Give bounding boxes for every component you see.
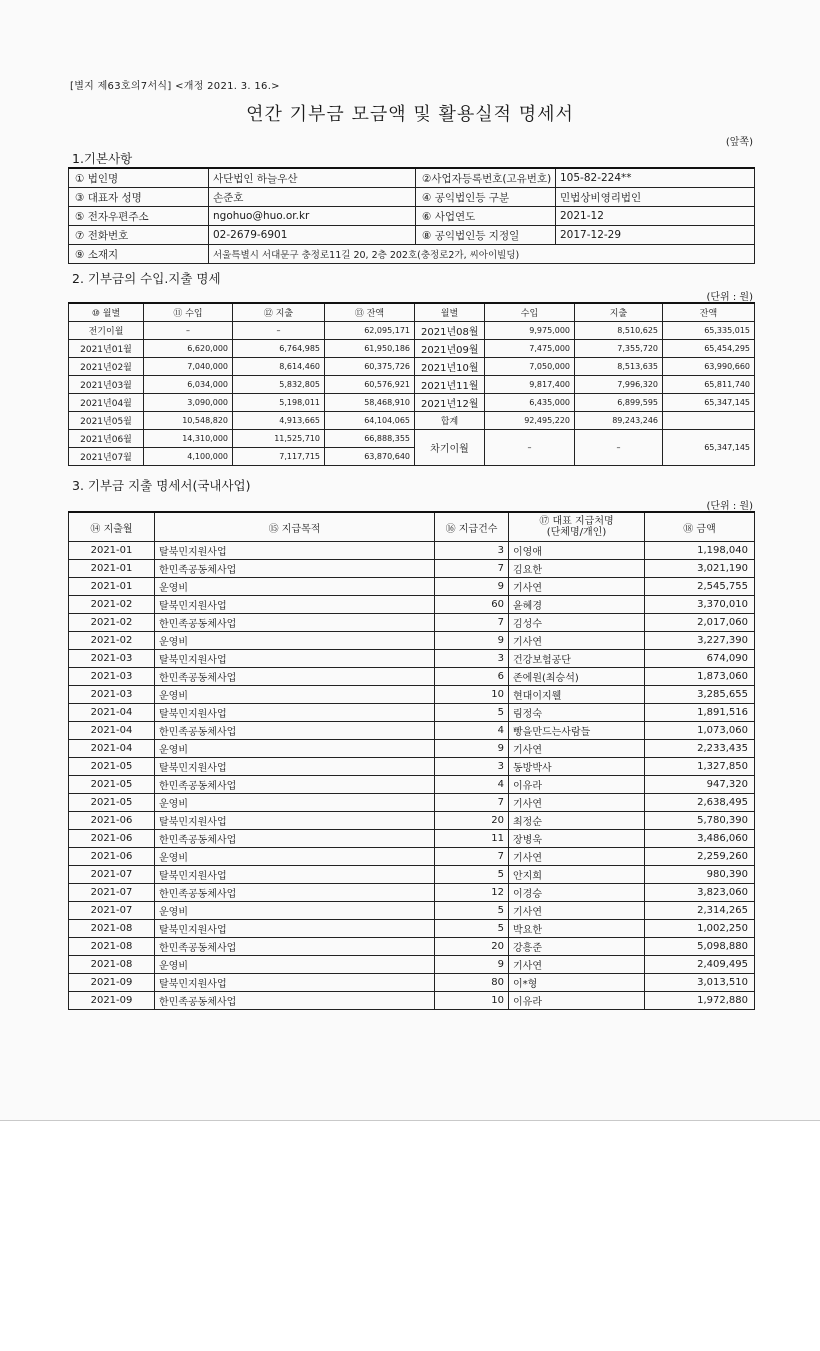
income-cell: 7,040,000 bbox=[144, 358, 233, 376]
table-row bbox=[69, 902, 755, 920]
table-row bbox=[69, 578, 755, 596]
expense-month: 2021-03 bbox=[69, 650, 155, 668]
expense-month: 2021-02 bbox=[69, 632, 155, 650]
expense-count: 3 bbox=[435, 758, 509, 776]
table-row bbox=[69, 740, 755, 758]
expense-amount: 2,545,755 bbox=[645, 578, 755, 596]
balance-cell: 65,811,740 bbox=[663, 376, 755, 394]
income-col-header: 수입 bbox=[485, 303, 575, 322]
basic-field-label: ⑥ 사업연도 bbox=[416, 207, 556, 226]
balance-cell: 63,870,640 bbox=[325, 448, 415, 466]
expense-count: 9 bbox=[435, 956, 509, 974]
income-row bbox=[69, 430, 755, 448]
expense-month: 2021-08 bbox=[69, 938, 155, 956]
expense-count: 60 bbox=[435, 596, 509, 614]
address-row bbox=[69, 245, 755, 264]
basic-field-label: ④ 공익법인등 구분 bbox=[416, 188, 556, 207]
income-row bbox=[69, 322, 755, 340]
expense-purpose: 운영비 bbox=[155, 956, 435, 974]
expense-amount: 3,227,390 bbox=[645, 632, 755, 650]
income-cell: 3,090,000 bbox=[144, 394, 233, 412]
table-row bbox=[69, 830, 755, 848]
expense-month: 2021-06 bbox=[69, 830, 155, 848]
expense-count: 20 bbox=[435, 812, 509, 830]
expense-count: 5 bbox=[435, 866, 509, 884]
expense-cell: 6,899,595 bbox=[575, 394, 663, 412]
expense-month: 2021-05 bbox=[69, 794, 155, 812]
expense-recipient: 안지희 bbox=[509, 866, 645, 884]
page-title: 연간 기부금 모금액 및 활용실적 명세서 bbox=[246, 104, 574, 125]
expense-purpose: 탈북민지원사업 bbox=[155, 866, 435, 884]
income-cell: 7,050,000 bbox=[485, 358, 575, 376]
expense-month: 2021-04 bbox=[69, 740, 155, 758]
month-cell: 합계 bbox=[415, 412, 485, 430]
expense-cell: 5,198,011 bbox=[233, 394, 325, 412]
expense-recipient: 동방박사 bbox=[509, 758, 645, 776]
expense-month: 2021-03 bbox=[69, 668, 155, 686]
basic-field-value: 민법상비영리법인 bbox=[556, 188, 755, 207]
table-row bbox=[69, 812, 755, 830]
table-row bbox=[69, 650, 755, 668]
expense-amount: 5,098,880 bbox=[645, 938, 755, 956]
expense-count: 5 bbox=[435, 920, 509, 938]
address-value: 서울특별시 서대문구 충정로11길 20, 2층 202호(충정로2가, 씨아이빌딩) bbox=[209, 245, 755, 264]
expense-count: 5 bbox=[435, 704, 509, 722]
income-row bbox=[69, 394, 755, 412]
month-cell: 2021년02월 bbox=[69, 358, 144, 376]
expense-amount: 2,259,260 bbox=[645, 848, 755, 866]
expense-recipient: 기사연 bbox=[509, 848, 645, 866]
expense-recipient: 장병욱 bbox=[509, 830, 645, 848]
basic-field-value: 02-2679-6901 bbox=[209, 226, 416, 245]
expense-amount: 5,780,390 bbox=[645, 812, 755, 830]
expense-purpose: 운영비 bbox=[155, 578, 435, 596]
basic-field-value: 105-82-224** bbox=[556, 168, 755, 188]
income-cell: 9,975,000 bbox=[485, 322, 575, 340]
expense-purpose: 운영비 bbox=[155, 632, 435, 650]
balance-cell: 58,468,910 bbox=[325, 394, 415, 412]
expense-count: 10 bbox=[435, 992, 509, 1010]
expense-cell: 8,513,635 bbox=[575, 358, 663, 376]
basic-field-label: ⑧ 공익법인등 지정일 bbox=[416, 226, 556, 245]
expense-recipient: 기사연 bbox=[509, 902, 645, 920]
expense-recipient: 기사연 bbox=[509, 740, 645, 758]
expense-detail-table bbox=[68, 511, 755, 1010]
expense-cell: 7,355,720 bbox=[575, 340, 663, 358]
expense-purpose: 탈북민지원사업 bbox=[155, 542, 435, 560]
basic-field-label: ① 법인명 bbox=[69, 168, 209, 188]
income-cell: 9,817,400 bbox=[485, 376, 575, 394]
basic-info-row bbox=[69, 168, 755, 188]
expense-amount: 1,002,250 bbox=[645, 920, 755, 938]
expense-amount: 3,823,060 bbox=[645, 884, 755, 902]
expense-recipient: 현대이지웰 bbox=[509, 686, 645, 704]
expense-count: 7 bbox=[435, 794, 509, 812]
basic-field-label: ②사업자등록번호(고유번호) bbox=[416, 168, 556, 188]
page-side-label: (앞쪽) bbox=[725, 137, 753, 148]
expense-recipient: 김성수 bbox=[509, 614, 645, 632]
expense-purpose: 탈북민지원사업 bbox=[155, 704, 435, 722]
balance-cell: 62,095,171 bbox=[325, 322, 415, 340]
basic-field-value: ngohuo@huo.or.kr bbox=[209, 207, 416, 226]
expense-purpose: 한민족공동체사업 bbox=[155, 938, 435, 956]
table-row bbox=[69, 614, 755, 632]
section-expense-heading: 3. 기부금 지출 명세서(국내사업) bbox=[72, 478, 251, 493]
balance-cell: 65,335,015 bbox=[663, 322, 755, 340]
expense-purpose: 운영비 bbox=[155, 740, 435, 758]
expense-purpose: 탈북민지원사업 bbox=[155, 812, 435, 830]
expense-recipient: 강흥준 bbox=[509, 938, 645, 956]
balance-cell: 60,375,726 bbox=[325, 358, 415, 376]
expense-recipient: 건강보험공단 bbox=[509, 650, 645, 668]
expense-purpose: 한민족공동체사업 bbox=[155, 830, 435, 848]
expense-amount: 3,013,510 bbox=[645, 974, 755, 992]
expense-purpose: 한민족공동체사업 bbox=[155, 992, 435, 1010]
expense-cell: 4,913,665 bbox=[233, 412, 325, 430]
expense-cell: 11,525,710 bbox=[233, 430, 325, 448]
expense-purpose: 한민족공동체사업 bbox=[155, 614, 435, 632]
address-label: ⑨ 소재지 bbox=[69, 245, 209, 264]
table-row bbox=[69, 974, 755, 992]
expense-month: 2021-08 bbox=[69, 920, 155, 938]
basic-info-row bbox=[69, 188, 755, 207]
expense-amount: 1,972,880 bbox=[645, 992, 755, 1010]
expense-recipient: 림정숙 bbox=[509, 704, 645, 722]
table-row bbox=[69, 992, 755, 1010]
expense-purpose: 한민족공동체사업 bbox=[155, 668, 435, 686]
expense-count: 5 bbox=[435, 902, 509, 920]
section-income-heading: 2. 기부금의 수입.지출 명세 bbox=[72, 271, 221, 286]
col-header-recipient-line1: ⑰ 대표 지급처명 bbox=[539, 516, 614, 527]
expense-cell: – bbox=[575, 430, 663, 466]
income-cell: – bbox=[485, 430, 575, 466]
income-cell: 7,475,000 bbox=[485, 340, 575, 358]
expense-month: 2021-07 bbox=[69, 866, 155, 884]
expense-month: 2021-06 bbox=[69, 812, 155, 830]
expense-count: 80 bbox=[435, 974, 509, 992]
income-row bbox=[69, 340, 755, 358]
expense-purpose: 한민족공동체사업 bbox=[155, 722, 435, 740]
table-row bbox=[69, 668, 755, 686]
expense-amount: 3,370,010 bbox=[645, 596, 755, 614]
table-row bbox=[69, 938, 755, 956]
col-header-amount: ⑱ 금액 bbox=[645, 512, 755, 542]
table-row bbox=[69, 884, 755, 902]
expense-unit-label: (단위 : 원) bbox=[706, 501, 753, 512]
basic-field-label: ③ 대표자 성명 bbox=[69, 188, 209, 207]
expense-month: 2021-05 bbox=[69, 758, 155, 776]
expense-cell: 6,764,985 bbox=[233, 340, 325, 358]
form-reference: [별지 제63호의7서식] <개정 2021. 3. 16.> bbox=[70, 81, 280, 92]
month-cell: 2021년12월 bbox=[415, 394, 485, 412]
expense-amount: 3,486,060 bbox=[645, 830, 755, 848]
balance-cell: 61,950,186 bbox=[325, 340, 415, 358]
expense-recipient: 박요한 bbox=[509, 920, 645, 938]
basic-info-row bbox=[69, 207, 755, 226]
expense-purpose: 한민족공동체사업 bbox=[155, 776, 435, 794]
expense-month: 2021-07 bbox=[69, 884, 155, 902]
expense-purpose: 운영비 bbox=[155, 686, 435, 704]
expense-count: 4 bbox=[435, 776, 509, 794]
expense-count: 3 bbox=[435, 650, 509, 668]
expense-cell: 8,614,460 bbox=[233, 358, 325, 376]
expense-amount: 3,021,190 bbox=[645, 560, 755, 578]
expense-month: 2021-07 bbox=[69, 902, 155, 920]
expense-recipient: 이유라 bbox=[509, 992, 645, 1010]
expense-month: 2021-02 bbox=[69, 614, 155, 632]
basic-info-table bbox=[68, 167, 755, 264]
month-cell: 2021년03월 bbox=[69, 376, 144, 394]
basic-info-row bbox=[69, 226, 755, 245]
carry-over-label: 차기이월 bbox=[415, 430, 485, 466]
expense-amount: 947,320 bbox=[645, 776, 755, 794]
table-row bbox=[69, 956, 755, 974]
expense-amount: 2,233,435 bbox=[645, 740, 755, 758]
expense-count: 9 bbox=[435, 632, 509, 650]
expense-month: 2021-05 bbox=[69, 776, 155, 794]
expense-amount: 1,891,516 bbox=[645, 704, 755, 722]
expense-count: 3 bbox=[435, 542, 509, 560]
expense-count: 10 bbox=[435, 686, 509, 704]
expense-purpose: 탈북민지원사업 bbox=[155, 650, 435, 668]
income-cell: 14,310,000 bbox=[144, 430, 233, 448]
month-cell: 2021년10월 bbox=[415, 358, 485, 376]
table-row bbox=[69, 704, 755, 722]
month-cell: 2021년09월 bbox=[415, 340, 485, 358]
expense-month: 2021-03 bbox=[69, 686, 155, 704]
balance-cell: 66,888,355 bbox=[325, 430, 415, 448]
month-cell: 2021년07월 bbox=[69, 448, 144, 466]
table-row bbox=[69, 686, 755, 704]
table-row bbox=[69, 776, 755, 794]
expense-recipient: 존에원(최승석) bbox=[509, 668, 645, 686]
expense-month: 2021-08 bbox=[69, 956, 155, 974]
balance-cell: 64,104,065 bbox=[325, 412, 415, 430]
expense-count: 12 bbox=[435, 884, 509, 902]
income-cell: 10,548,820 bbox=[144, 412, 233, 430]
expense-amount: 1,327,850 bbox=[645, 758, 755, 776]
expense-recipient: 김요한 bbox=[509, 560, 645, 578]
basic-field-value: 2017-12-29 bbox=[556, 226, 755, 245]
balance-cell: 65,454,295 bbox=[663, 340, 755, 358]
table-row bbox=[69, 848, 755, 866]
expense-month: 2021-02 bbox=[69, 596, 155, 614]
expense-amount: 1,198,040 bbox=[645, 542, 755, 560]
table-row bbox=[69, 866, 755, 884]
expense-count: 11 bbox=[435, 830, 509, 848]
income-cell: 6,034,000 bbox=[144, 376, 233, 394]
expense-purpose: 탈북민지원사업 bbox=[155, 596, 435, 614]
expense-cell: – bbox=[233, 322, 325, 340]
balance-cell: 65,347,145 bbox=[663, 430, 755, 466]
expense-month: 2021-04 bbox=[69, 704, 155, 722]
income-row bbox=[69, 376, 755, 394]
expense-month: 2021-01 bbox=[69, 560, 155, 578]
table-row bbox=[69, 542, 755, 560]
income-cell: – bbox=[144, 322, 233, 340]
expense-amount: 2,017,060 bbox=[645, 614, 755, 632]
expense-cell: 8,510,625 bbox=[575, 322, 663, 340]
expense-month: 2021-09 bbox=[69, 974, 155, 992]
basic-field-label: ⑤ 전자우편주소 bbox=[69, 207, 209, 226]
col-header-count: ⑯ 지급건수 bbox=[435, 512, 509, 542]
expense-cell: 7,117,715 bbox=[233, 448, 325, 466]
expense-count: 4 bbox=[435, 722, 509, 740]
income-col-header: 잔액 bbox=[663, 303, 755, 322]
income-row bbox=[69, 358, 755, 376]
expense-count: 7 bbox=[435, 614, 509, 632]
expense-amount: 674,090 bbox=[645, 650, 755, 668]
expense-count: 9 bbox=[435, 578, 509, 596]
income-cell: 4,100,000 bbox=[144, 448, 233, 466]
expense-count: 7 bbox=[435, 560, 509, 578]
col-header-recipient-line2: (단체명/개인) bbox=[546, 527, 607, 538]
income-col-header: ⑪ 수입 bbox=[144, 303, 233, 322]
month-cell: 2021년05월 bbox=[69, 412, 144, 430]
table-row bbox=[69, 596, 755, 614]
income-cell: 92,495,220 bbox=[485, 412, 575, 430]
expense-recipient: 이경승 bbox=[509, 884, 645, 902]
expense-recipient: 빵을만드는사람들 bbox=[509, 722, 645, 740]
expense-cell: 89,243,246 bbox=[575, 412, 663, 430]
expense-purpose: 운영비 bbox=[155, 902, 435, 920]
col-header-month: ⑭ 지출월 bbox=[69, 512, 155, 542]
income-col-header: 지출 bbox=[575, 303, 663, 322]
expense-cell: 7,996,320 bbox=[575, 376, 663, 394]
expense-recipient: 기사연 bbox=[509, 956, 645, 974]
month-cell: 2021년04월 bbox=[69, 394, 144, 412]
expense-count: 7 bbox=[435, 848, 509, 866]
table-row bbox=[69, 722, 755, 740]
month-cell: 2021년11월 bbox=[415, 376, 485, 394]
expense-amount: 2,409,495 bbox=[645, 956, 755, 974]
expense-purpose: 탈북민지원사업 bbox=[155, 920, 435, 938]
month-cell: 전기이월 bbox=[69, 322, 144, 340]
expense-purpose: 한민족공동체사업 bbox=[155, 884, 435, 902]
col-header-purpose: ⑮ 지급목적 bbox=[155, 512, 435, 542]
expense-amount: 2,638,495 bbox=[645, 794, 755, 812]
expense-purpose: 한민족공동체사업 bbox=[155, 560, 435, 578]
expense-recipient: 기사연 bbox=[509, 578, 645, 596]
expense-month: 2021-04 bbox=[69, 722, 155, 740]
income-col-header: ⑫ 지출 bbox=[233, 303, 325, 322]
income-header-row bbox=[69, 303, 755, 322]
expense-cell: 5,832,805 bbox=[233, 376, 325, 394]
income-unit-label: (단위 : 원) bbox=[706, 292, 753, 303]
month-cell: 2021년01월 bbox=[69, 340, 144, 358]
income-col-header: ⑬ 잔액 bbox=[325, 303, 415, 322]
expense-count: 9 bbox=[435, 740, 509, 758]
income-col-header: 월별 bbox=[415, 303, 485, 322]
col-header-recipient bbox=[509, 512, 645, 542]
expense-recipient: 기사연 bbox=[509, 794, 645, 812]
basic-field-value: 2021-12 bbox=[556, 207, 755, 226]
income-cell: 6,435,000 bbox=[485, 394, 575, 412]
expense-recipient: 이영애 bbox=[509, 542, 645, 560]
basic-field-value: 손준호 bbox=[209, 188, 416, 207]
expense-purpose: 탈북민지원사업 bbox=[155, 974, 435, 992]
expense-month: 2021-01 bbox=[69, 578, 155, 596]
expense-recipient: 최정순 bbox=[509, 812, 645, 830]
expense-recipient: 기사연 bbox=[509, 632, 645, 650]
balance-cell: 60,576,921 bbox=[325, 376, 415, 394]
income-cell: 6,620,000 bbox=[144, 340, 233, 358]
income-expense-table bbox=[68, 302, 755, 466]
income-col-header: ⑩ 월별 bbox=[69, 303, 144, 322]
section-basic-heading: 1.기본사항 bbox=[72, 151, 133, 166]
expense-amount: 1,873,060 bbox=[645, 668, 755, 686]
basic-field-value: 사단법인 하늘우산 bbox=[209, 168, 416, 188]
basic-field-label: ⑦ 전화번호 bbox=[69, 226, 209, 245]
table-row bbox=[69, 794, 755, 812]
table-row bbox=[69, 920, 755, 938]
balance-cell: 63,990,660 bbox=[663, 358, 755, 376]
expense-amount: 3,285,655 bbox=[645, 686, 755, 704]
expense-amount: 980,390 bbox=[645, 866, 755, 884]
month-cell: 2021년08월 bbox=[415, 322, 485, 340]
table-row bbox=[69, 758, 755, 776]
table-row bbox=[69, 632, 755, 650]
balance-cell bbox=[663, 412, 755, 430]
expense-month: 2021-06 bbox=[69, 848, 155, 866]
income-row bbox=[69, 412, 755, 430]
table-row bbox=[69, 560, 755, 578]
expense-purpose: 운영비 bbox=[155, 794, 435, 812]
expense-month: 2021-09 bbox=[69, 992, 155, 1010]
expense-amount: 2,314,265 bbox=[645, 902, 755, 920]
expense-header-row bbox=[69, 512, 755, 542]
expense-amount: 1,073,060 bbox=[645, 722, 755, 740]
expense-recipient: 윤혜경 bbox=[509, 596, 645, 614]
balance-cell: 65,347,145 bbox=[663, 394, 755, 412]
expense-recipient: 이*형 bbox=[509, 974, 645, 992]
month-cell: 2021년06월 bbox=[69, 430, 144, 448]
expense-recipient: 이유라 bbox=[509, 776, 645, 794]
expense-count: 20 bbox=[435, 938, 509, 956]
expense-month: 2021-01 bbox=[69, 542, 155, 560]
expense-count: 6 bbox=[435, 668, 509, 686]
expense-purpose: 탈북민지원사업 bbox=[155, 758, 435, 776]
expense-purpose: 운영비 bbox=[155, 848, 435, 866]
